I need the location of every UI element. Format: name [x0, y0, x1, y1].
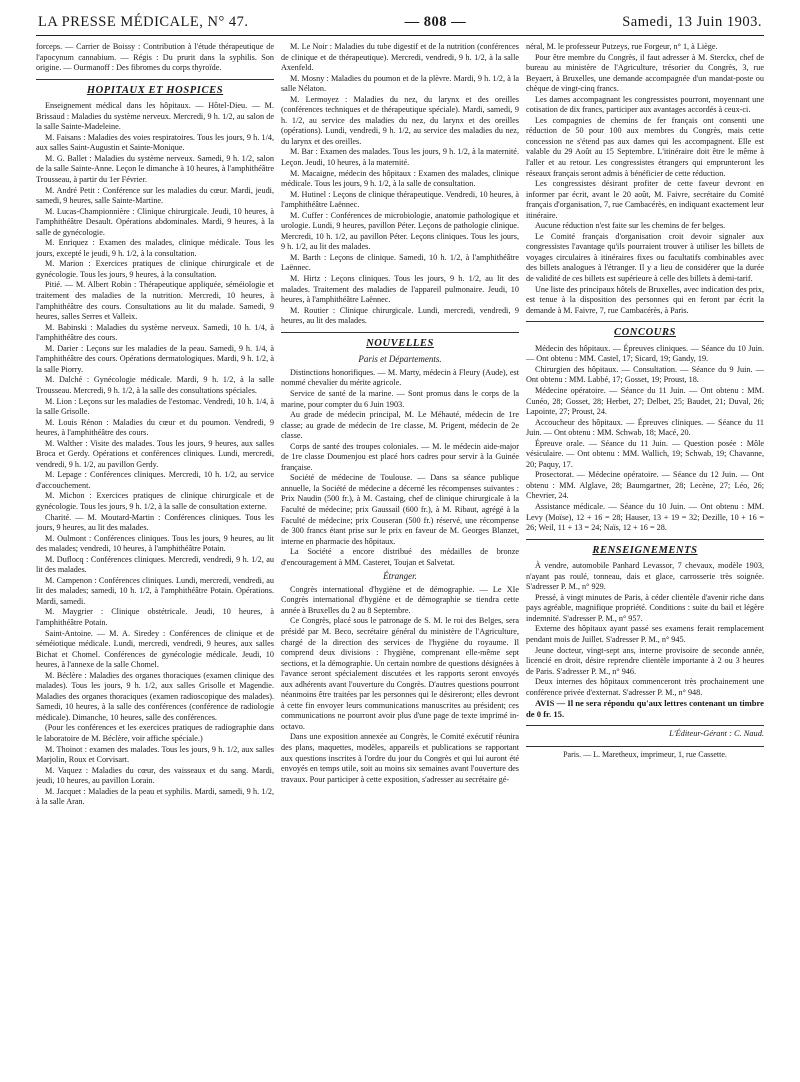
- paragraph: M. Campenon : Conférences cliniques. Lundi, mercredi, vendredi, au lit des malades; samedi, 10 h. 1/2, à l'amphithéâtre Potain. Opérations. Mardi, samedi.: [36, 575, 274, 606]
- paragraph: Médecin des hôpitaux. — Épreuves cliniques. — Séance du 10 Juin. — Ont obtenu : MM. Castel, 17; Sicard, 19; Gandy, 19.: [526, 343, 764, 364]
- paragraph: Pressé, à vingt minutes de Paris, à céder clientèle d'avenir riche dans pays agréable, magnifique propriété. Conditions : suite du bail et légère indemnité. S'adresser P. M., n° 957.: [526, 592, 764, 623]
- column-1: [36, 42, 274, 808]
- paragraph: M. Hutinel : Leçons de clinique thérapeutique. Vendredi, 10 heures, à l'amphithéâtre Laënnec.: [281, 189, 519, 210]
- paragraph: Au grade de médecin principal, M. Le Méhauté, médecin de 1re classe; au grade de médecin de 1re classe, M. Prigent, médecin de 2e classe.: [281, 410, 519, 441]
- paragraph: Chirurgien des hôpitaux. — Consultation. — Séance du 9 Juin. — Ont obtenu : MM. Labbé, 17; Gosset, 19; Proust, 18.: [526, 364, 764, 385]
- paragraph: M. André Petit : Conférence sur les maladies du cœur. Mardi, jeudi, samedi, 9 heures, salle Sainte-Martine.: [36, 185, 274, 206]
- paragraph: Corps de santé des troupes coloniales. — M. le médecin aide-major de 1re classe Doumenjou est placé hors cadres pour servir à la Guinée française.: [281, 441, 519, 472]
- paragraph: M. Thoinot : examen des malades. Tous les jours, 9 h. 1/2, aux salles Marjolin, Roux et Corvisart.: [36, 744, 274, 765]
- paragraph: M. Faisans : Maladies des voies respiratoires. Tous les jours, 9 h. 1/4, aux salles Saint-Augustin et Sainte-Monique.: [36, 132, 274, 153]
- paragraph: M. Enriquez : Examen des malades, clinique médicale. Tous les jours, excepté le jeudi, 9 h. 1/2, à la consultation.: [36, 238, 274, 258]
- paragraph: Les dames accompagnant les congressistes pourront, moyennant une cotisation de dix francs, participer aux avantages accordés à ceux-ci.: [526, 94, 764, 115]
- column-2: [281, 42, 519, 808]
- paragraph: M. Maygrier : Clinique obstétricale. Jeudi, 10 heures, à l'amphithéâtre Potain.: [36, 607, 274, 627]
- paragraph: M. Oulmont : Conférences cliniques. Tous les jours, 9 heures, au lit des malades; vendredi, 10 heures, à l'amphithéâtre Potain.: [36, 533, 274, 554]
- paragraph: Médecine opératoire. — Séance du 11 Juin. — Ont obtenu : MM. Cunéo, 28; Gosset, 28; Herbet, 27; Delbet, 25; Baudet, 21; Duval, 26; Lapointe, 27; Proust, 24.: [526, 385, 764, 417]
- page-number: — 808 —: [404, 14, 467, 30]
- paragraph: M. Le Noir : Maladies du tube digestif et de la nutrition (conférences de clinique et de thérapeutique). Mercredi, vendredi, 9 h. 1/2, à la salle Axenfeld.: [281, 42, 519, 73]
- paragraph: M. Babinski : Maladies du système nerveux. Samedi, 10 h. 1/4, à l'amphithéâtre des cours.: [36, 322, 274, 343]
- paragraph: Assistance médicale. — Séance du 10 Juin. — Ont obtenu : MM. Levy (Moïse), 12 + 16 = 28; Hauser, 13 + 19 = 32; Dezille, 10 + 16 = 26; Weil, 11 + 13 = 24; Naïs, 12 + 16 = 28.: [526, 501, 764, 533]
- journal-title: LA PRESSE MÉDICALE, N° 47.: [38, 14, 249, 30]
- paragraph: Congrès international d'hygiène et de démographie. — Le XIe Congrès international d'hygiène et de démographie se tiendra cette année à Bruxelles du 2 au 8 Septembre.: [281, 584, 519, 615]
- paragraph: M. Hirtz : Leçons cliniques. Tous les jours, 9 h. 1/2, au lit des malades. Traitement des maladies de l'appareil pulmonaire. Jeudi, 10 heures, à l'amphithéâtre Laënnec.: [281, 274, 519, 305]
- paragraph: forceps. — Carrier de Boissy : Contribution à l'étude thérapeutique de l'apocynum cannabium. — Régis : Du prurit dans la syphilis. Son origine. — Ourmanoff : Des fibromes du corps thyroïde.: [36, 42, 274, 73]
- paragraph: Dans une exposition annexée au Congrès, le Comité exécutif réunira des plans, maquettes, modèles, appareils et publications se rapportant aux questions inscrites à l'ordre du jour du Congrès et qui lui auront été envoyés en temps utile, soit au moins six semaines avant l'ouverture des travaux. Pour participer à cette exposition, s'adresser au secrétaire gé-: [281, 732, 519, 784]
- paragraph: M. Mosny : Maladies du poumon et de la plèvre. Mardi, 9 h. 1/2, à la salle Nélaton.: [281, 73, 519, 94]
- paragraph: Pour être membre du Congrès, il faut adresser à M. Sterckx, chef de bureau au ministère de l'Agriculture, trésorier du Congrès, 3, rue Beyaert, à Bruxelles, une demande accompagnée d'un mandat-poste ou chèque de vingt-cinq francs.: [526, 52, 764, 94]
- paragraph: (Pour les conférences et les exercices pratiques de radiographie dans le laboratoire de M. Béclère, voir affiche spéciale.): [36, 723, 274, 743]
- paragraph: Les congressistes désirant profiter de cette faveur devront en informer par écrit, avant le 20 août, M. Faivre, secrétaire du Comité français d'organisation, 7, rue Cambacérès, en indiquant exactement leur itinéraire.: [526, 179, 764, 220]
- paragraph: Jeune docteur, vingt-sept ans, interne provisoire de seconde année, licencié en droit, désire reprendre clientèle importante à 2 ou 3 heures de Paris. S'adresser P. M., n° 946.: [526, 645, 764, 676]
- paragraph: Pitié. — M. Albert Robin : Thérapeutique appliquée, séméiologie et traitement des maladies de la nutrition. Mercredi, 10 heures, à l'amphithéâtre des cours. Consultations au lit du malade. Samedi, 9 heures, salles Serres et Valleix.: [36, 280, 274, 322]
- paragraph: Charité. — M. Moutard-Martin : Conférences cliniques. Tous les jours, 9 heures, au lit des malades.: [36, 512, 274, 533]
- divider: [526, 539, 764, 540]
- newspaper-page: [36, 14, 764, 1074]
- divider: [526, 321, 764, 322]
- paragraph: Externe des hôpitaux ayant passé ses examens ferait remplacement pendant mois de Juillet. S'adresser P. M., n° 945.: [526, 624, 764, 644]
- editor-line: L'Éditeur-Gérant : C. Naud.: [526, 725, 764, 740]
- paragraph: Le Comité français d'organisation croit devoir signaler aux congressistes l'avantage qu'ils pourraient trouver à utiliser les billets de voyages circulaires à itinéraires fixes ou facultatifs combinables avec des billets analogues à l'étranger. Il y a lieu de considérer que la durée de validité de ces billets est supérieure à celle des billets à demi-tarif.: [526, 231, 764, 284]
- paragraph: À vendre, automobile Panhard Levassor, 7 chevaux, modèle 1903, n'ayant pas roulé, tonneau, dais et glace, carrosserie très soignée. S'adresser P. M., n° 929.: [526, 561, 764, 592]
- paragraph: M. G. Ballet : Maladies du système nerveux. Samedi, 9 h. 1/2, salon de la salle Sainte-Anne. Leçon le dimanche à 10 heures, à l'amphithéâtre Trousseau, à partir du 1er Février.: [36, 153, 274, 185]
- paragraph: M. Béclère : Maladies des organes thoraciques (examen clinique des malades). Tous les jours, 9 h. 1/2, aux salles Grisolle et Magendie. Maladies des organes thoraciques (examen radioscopique des malades). Samedi, 10 heures, à la salle des conférences (conférence de radiologie médicale). Dimanche, 10 heures, salle des conférences.: [36, 670, 274, 722]
- paragraph: M. Vaquez : Maladies du cœur, des vaisseaux et du sang. Mardi, jeudi, 10 heures, au pavillon Lorain.: [36, 765, 274, 786]
- paragraph: Accoucheur des hôpitaux. — Épreuves cliniques. — Séance du 11 Juin. — Ont obtenu : MM. Schwab, 18; Macé, 20.: [526, 417, 764, 438]
- paragraph: Épreuve orale. — Séance du 11 Juin. — Question posée : Môle vésiculaire. — Ont obtenu : MM. Wallich, 19; Schwab, 19; Chavanne, 20; Paquy, 17.: [526, 438, 764, 469]
- paragraph: M. Macaigne, médecin des hôpitaux : Examen des malades, clinique médicale. Tous les jours, 9 h. 1/2, à la salle de consultation.: [281, 168, 519, 189]
- subheading-paris: Paris et Départements.: [358, 354, 442, 365]
- paragraph: Prosectorat. — Médecine opératoire. — Séance du 12 Juin. — Ont obtenu : MM. Alglave, 28; Baumgartner, 28; Lecène, 27; Léo, 26; Chevrier, 24.: [526, 470, 764, 501]
- paragraph: M. Routier : Clinique chirurgicale. Lundi, mercredi, vendredi, 9 heures, au lit des malades.: [281, 305, 519, 326]
- paragraph: Société de médecine de Toulouse. — Dans sa séance publique annuelle, la Société de médecine a décerné les récompenses suivantes : Prix Naudin (500 fr.), à M. Castaing, chef de clinique chirurgicale à la Faculté de médecine; prix Gaussail (600 fr.), à M. Ribaut, agrégé à la Faculté de médecine; prix Couseran (500 fr.) réservé, une récompense de 300 francs étant prise sur le prix en faveur de M. Georges Blanzet, interne en pharmacie des hôpitaux.: [281, 473, 519, 546]
- section-title-nouvelles: NOUVELLES: [366, 337, 434, 349]
- paragraph: Aucune réduction n'est faite sur les chemins de fer belges.: [535, 221, 726, 231]
- page-header: [36, 14, 764, 36]
- paragraph: M. Darier : Leçons sur les maladies de la peau. Samedi, 9 h. 1/4, à l'amphithéâtre des cours. Opérations dermatologiques. Mardi, 9 h. 1/2, à la salle Piorry.: [36, 343, 274, 374]
- subheading-etranger: Étranger.: [383, 571, 417, 582]
- paragraph: Deux internes des hôpitaux commenceront très prochainement une conférence privée d'externat. S'adresser P. M., n° 948.: [526, 677, 764, 697]
- issue-date: Samedi, 13 Juin 1903.: [622, 14, 762, 30]
- columns: [36, 42, 764, 808]
- paragraph: Enseignement médical dans les hôpitaux. — Hôtel-Dieu. — M. Brissaud : Maladies du système nerveux. Mercredi, 9 h. 1/2, au salon de la salle Sainte-Madeleine.: [36, 101, 274, 132]
- paragraph: Une liste des principaux hôtels de Bruxelles, avec indication des prix, est tenue à la disposition des personnes qui en feront par écrit la demande à M. Faivre, 7, rue Cambacérès, à Paris.: [526, 284, 764, 315]
- paragraph: La Société a encore distribué des médailles de bronze d'encouragement à MM. Casteret, Toujan et Salvetat.: [281, 547, 519, 567]
- paragraph: M. Duflocq : Conférences cliniques. Mercredi, vendredi, 9 h. 1/2, au lit des malades.: [36, 554, 274, 575]
- column-3: [526, 42, 764, 808]
- paragraph: M. Jacquet : Maladies de la peau et syphilis. Mardi, samedi, 9 h. 1/2, à la salle Aran.: [36, 786, 274, 807]
- avis-notice: AVIS — Il ne sera répondu qu'aux lettres contenant un timbre de 0 fr. 15.: [526, 698, 764, 719]
- paragraph: Distinctions honorifiques. — M. Marty, médecin à Fleury (Aude), est nommé chevalier du mérite agricole.: [281, 367, 519, 388]
- paragraph: M. Lucas-Championnière : Clinique chirurgicale. Jeudi, 10 heures, à l'amphithéâtre Desault. Opérations abdominales. Mardi, 9 heures, à la salle de gynécologie.: [36, 206, 274, 237]
- imprint-line: Paris. — L. Maretheux, imprimeur, 1, rue Cassette.: [526, 746, 764, 761]
- paragraph: M. Barth : Leçons de clinique. Samedi, 10 h. 1/2, à l'amphithéâtre Laënnec.: [281, 252, 519, 273]
- section-title-renseignements: RENSEIGNEMENTS: [592, 544, 698, 556]
- paragraph: M. Walther : Visite des malades. Tous les jours, 9 heures, aux salles Broca et Gerdy. Opérations et conférences cliniques. Lundi, mercredi, vendredi, 9 h. 1/2, au pavillon Gerdy.: [36, 438, 274, 469]
- paragraph: M. Lermoyez : Maladies du nez, du larynx et des oreilles (conférences techniques et de thérapeutique spéciale). Mardi, samedi, 9 h. 1/2, au service des maladies du nez, du larynx et des oreilles (opérations). Lundi, vendredi, 9 h. 1/2, au service des maladies du nez, du larynx et des oreilles.: [281, 94, 519, 146]
- paragraph: M. Bar : Examen des malades. Tous les jours, 9 h. 1/2, à la maternité. Leçon. Jeudi, 10 heures, à la maternité.: [281, 147, 519, 168]
- paragraph: Service de santé de la marine. — Sont promus dans le corps de la marine, pour compter du 6 Juin 1903.: [281, 388, 519, 409]
- paragraph: Saint-Antoine. — M. A. Siredey : Conférences de clinique et de séméiotique médicale. Lundi, mercredi, vendredi, 9 heures, aux salles Bichat et Chomel. Conférences de gynécologie médicale. Jeudi, 10 heures, à l'annexe de la salle Chomel.: [36, 628, 274, 670]
- section-title-hopitaux: HOPITAUX ET HOSPICES: [86, 84, 224, 96]
- paragraph: M. Michon : Exercices pratiques de clinique chirurgicale et de gynécologie. Tous les jours, 9 h. 1/2, à la salle de consultation externe.: [36, 491, 274, 511]
- paragraph: M. Louis Rénon : Maladies du cœur et du poumon. Vendredi, 9 heures, à l'amphithéâtre des cours.: [36, 417, 274, 438]
- section-title-concours: CONCOURS: [614, 327, 676, 339]
- paragraph: Les compagnies de chemins de fer français ont consenti une réduction de 50 pour 100 aux membres du Congrès, mais cette concession ne s'étend pas aux dames qui les accompagnent. Elle est valable du 29 Août au 15 Septembre. L'itinéraire doit être le même à l'aller et au retour. Les congressistes étrangers qui emprunteront les réseaux français seront admis à bénéficier de cette réduction.: [526, 115, 764, 178]
- paragraph: M. Dalché : Gynécologie médicale. Mardi, 9 h. 1/2, à la salle Trousseau. Mercredi, 9 h. 1/2, à la salle des consultations spéciales.: [36, 375, 274, 395]
- paragraph: M. Lion : Leçons sur les maladies de l'estomac. Vendredi, 10 h. 1/4, à la salle Grisolle.: [36, 396, 274, 417]
- divider: [36, 79, 274, 80]
- paragraph: M. Cuffer : Conférences de microbiologie, anatomie pathologique et urologie. Lundi, 9 heures, pavillon Péter. Leçons de pathologie clinique. Mercredi, 10 h. 1/2, au pavillon Péter. Leçons cliniques. Tous les jours, 9 h. 1/2, au lit des malades.: [281, 210, 519, 252]
- paragraph: M. Lepage : Conférences cliniques. Mercredi, 10 h. 1/2, au service d'accouchement.: [36, 470, 274, 490]
- divider: [281, 332, 519, 333]
- paragraph: néral, M. le professeur Putzeys, rue Forgeur, n° 1, à Liège.: [526, 42, 718, 51]
- paragraph: Ce Congrès, placé sous le patronage de S. M. le roi des Belges, sera présidé par M. Beco, secrétaire général du ministère de l'Agriculture, chargé de la direction des services de l'hygiène du royaume. Il comprend deux divisions : l'hygiène, comprenant elle-même sept sections, et la démographie. Un certain nombre de questions désignées à l'avance seront spécialement discutées et les rapports seront envoyés aux adhérents avant l'ouverture du Congrès. D'autres questions pourront néanmoins être traitées par les personnes qui le désireront; elles devront à cette fin envoyer leurs communications manuscrites au président; ces communications ne pourront avoir plus d'une page de texte imprimé in-octavo.: [281, 616, 519, 731]
- paragraph: M. Marion : Exercices pratiques de clinique chirurgicale et de gynécologie. Tous les jours, 9 heures, à la consultation.: [36, 259, 274, 279]
